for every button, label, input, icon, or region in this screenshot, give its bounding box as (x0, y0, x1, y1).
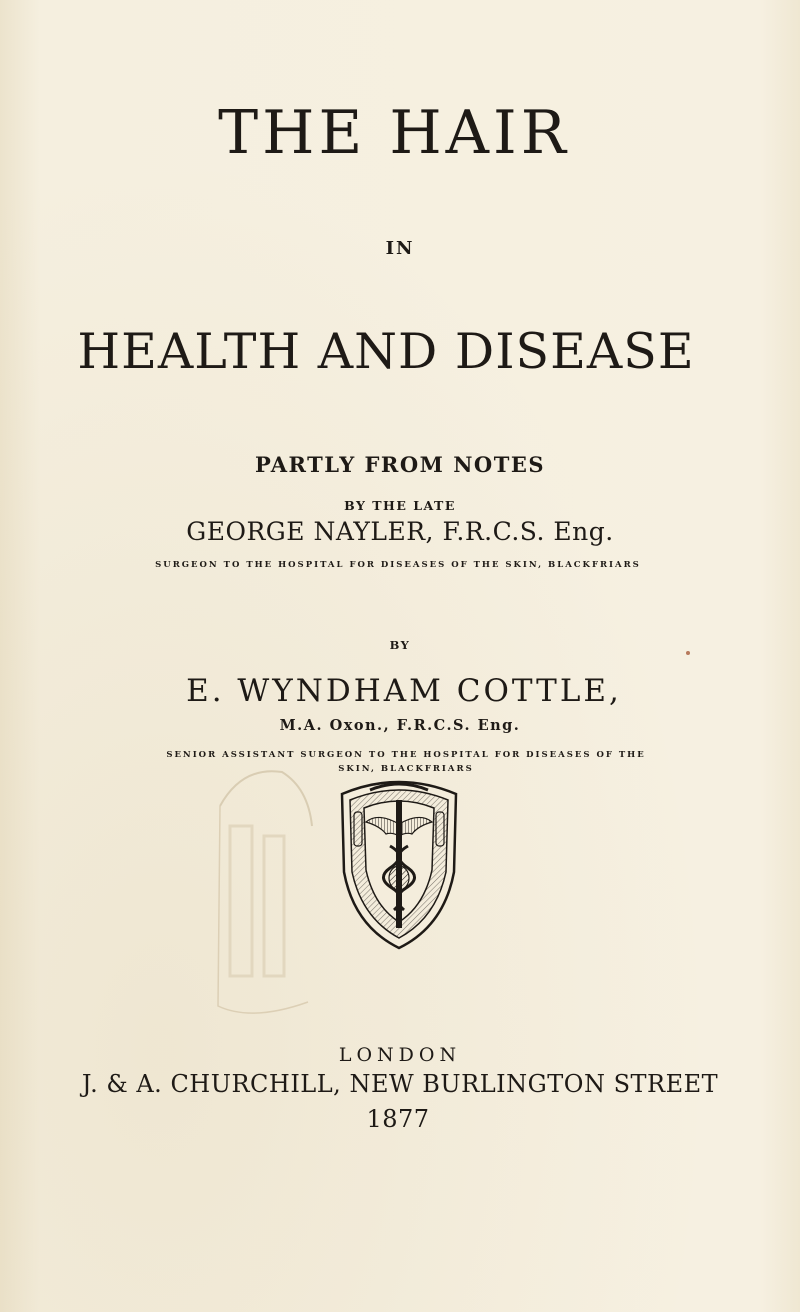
author-name: E. WYNDHAM COTTLE, (186, 673, 622, 709)
original-author-position: SURGEON TO THE HOSPITAL FOR DISEASES OF THE SKIN, BLACKFRIARS (155, 560, 641, 570)
shield-caduceus-emblem-icon (336, 776, 462, 950)
book-subtitle: HEALTH AND DISEASE (77, 323, 695, 380)
imprint-year: 1877 (366, 1105, 430, 1133)
author-position (6, 748, 800, 776)
title-connector: IN (385, 238, 415, 259)
imprint-publisher: J. & A. CHURCHILL, NEW BURLINGTON STREET (81, 1070, 719, 1098)
author-position-line2: SKIN, BLACKFRIARS (338, 764, 474, 774)
original-author-name: GEORGE NAYLER, F.R.C.S. Eng. (186, 517, 614, 546)
author-degrees: M.A. Oxon., F.R.C.S. Eng. (279, 717, 521, 734)
by-label: BY (389, 638, 411, 652)
book-title: THE HAIR (218, 98, 570, 168)
source-line: PARTLY FROM NOTES (255, 452, 545, 477)
author-position-line1: SENIOR ASSISTANT SURGEON TO THE HOSPITAL FOR DISEASES OF THE (166, 750, 646, 760)
imprint-city: LONDON (338, 1044, 462, 1066)
library-stamp-icon (212, 766, 316, 1022)
ink-speck (686, 651, 690, 655)
by-the-late: BY THE LATE (344, 498, 456, 513)
